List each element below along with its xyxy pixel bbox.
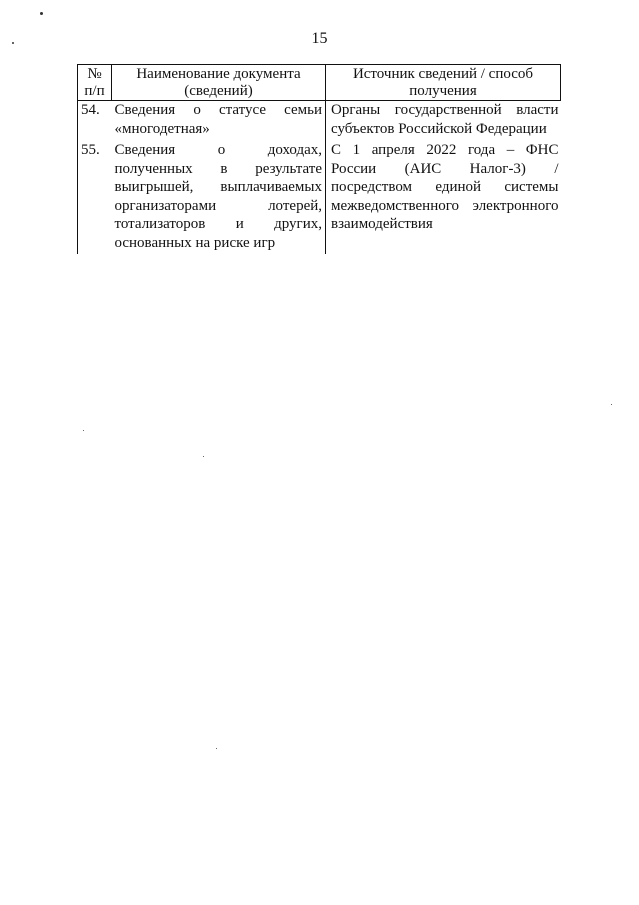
row-number: 54.	[78, 101, 112, 142]
scan-speck	[40, 12, 43, 15]
scan-speck	[216, 748, 217, 749]
header-source: Источник сведений / способ получения	[326, 65, 561, 101]
documents-table	[77, 64, 561, 254]
header-document-name: Наименование документа (сведений)	[112, 65, 326, 101]
row-source: Органы государственной власти субъектов Российской Федерации	[331, 102, 559, 137]
row-number: 55.	[78, 141, 112, 254]
row-source: С 1 апреля 2022 года – ФНС России (АИС Налог-3) / посредством единой системы межведомственного электронного взаимодействия	[331, 142, 559, 232]
header-number: № п/п	[78, 65, 112, 101]
table-header	[78, 65, 561, 101]
scan-speck	[12, 42, 14, 44]
scan-speck	[83, 430, 84, 431]
page-number: 15	[311, 30, 328, 47]
scan-speck	[611, 404, 612, 405]
table-row	[78, 141, 561, 254]
scan-speck	[203, 456, 204, 457]
table-row	[78, 101, 561, 142]
row-document-name: Сведения о статусе семьи «многодетная»	[112, 101, 326, 142]
row-document-name: Сведения о доходах, полученных в результате выигрышей, выплачиваемых организаторами лотерей, тотализаторов и других, основанных на риске игр	[112, 141, 326, 254]
